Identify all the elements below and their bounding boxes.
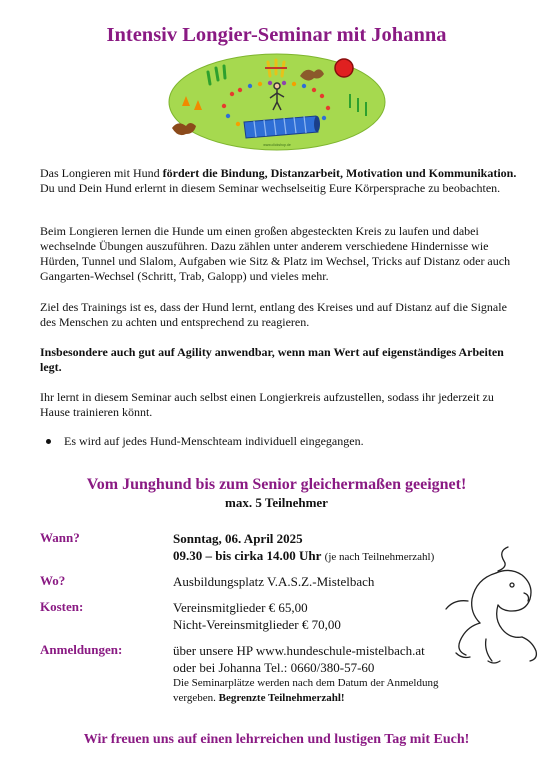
when-label: Wann?	[40, 530, 80, 545]
jumping-dog-sketch-icon	[438, 543, 550, 673]
where-value: Ausbildungsplatz V.A.S.Z.-Mistelbach	[173, 574, 375, 589]
bullet-dot-icon	[46, 439, 51, 444]
footer-text: Wir freuen uns auf einen lehrreichen und lustigen Tag mit Euch!	[83, 732, 470, 747]
longier-circle-illustration	[166, 50, 388, 155]
intro-paragraph-5: Ihr lernt in diesem Seminar auch selbst einen Longierkreis aufzustellen, sodass ihr jederzeit zu Hause trainieren könnt.	[40, 390, 494, 419]
intro-paragraph-1: Das Longieren mit Hund fördert die Bindung, Distanzarbeit, Motivation und Kommunikation. Du und Dein Hund erlernt in diesem Seminar wechselseitig Eure Körpersprache zu beobachten.	[40, 166, 517, 195]
registration-note: Die Seminarplätze werden nach dem Datum der Anmeldung vergeben. Begrenzte Teilnehmerzahl!	[173, 677, 439, 704]
registration-label: Anmeldungen:	[40, 642, 123, 657]
intro-paragraph-2: Beim Longieren lernen die Hunde um einen großen abgesteckten Kreis zu laufen und dabei wechselnde Übungen auszuführen. Dazu zählen unter anderem verschiedene Hindernisse wie Hürden, Tunnel und Slalom, Aufgaben wie Sitz & Platz im Wechsel, Tricks auf Distanz oder auch Gangarten-Wechsel (Schritt, Trab, Galopp) und vieles mehr.	[40, 224, 511, 283]
illustration-watermark: www.clickshop.de	[263, 143, 291, 147]
registration-phone: oder bei Johanna Tel.: 0660/380-57-60	[173, 660, 375, 675]
cost-nonmembers: Nicht-Vereinsmitglieder € 70,00	[173, 617, 341, 632]
cost-label: Kosten:	[40, 599, 84, 614]
intro-paragraph-4: Insbesondere auch gut auf Agility anwendbar, wenn man Wert auf eigenständiges Arbeiten legt.	[40, 345, 504, 374]
subheadline: Vom Junghund bis zum Senior gleichermaßen geeignet!	[86, 476, 467, 493]
cost-members: Vereinsmitglieder € 65,00	[173, 600, 308, 615]
registration-homepage: über unsere HP www.hundeschule-mistelbach.at	[173, 643, 425, 658]
when-time-line: 09.30 – bis cirka 14.00 Uhr (je nach Teilnehmerzahl)	[173, 548, 435, 563]
where-label: Wo?	[40, 573, 66, 588]
when-date: Sonntag, 06. April 2025	[173, 531, 303, 546]
intro-paragraph-3: Ziel des Trainings ist es, dass der Hund lernt, entlang des Kreises und auf Distanz auf die Signale des Menschen zu achten und entsprechend zu reagieren.	[40, 300, 507, 329]
bullet-item: Es wird auf jedes Hund-Menschteam individuell eingegangen.	[46, 434, 364, 449]
page-title: Intensiv Longier-Seminar mit Johanna	[106, 24, 447, 46]
max-participants: max. 5 Teilnehmer	[225, 495, 328, 510]
